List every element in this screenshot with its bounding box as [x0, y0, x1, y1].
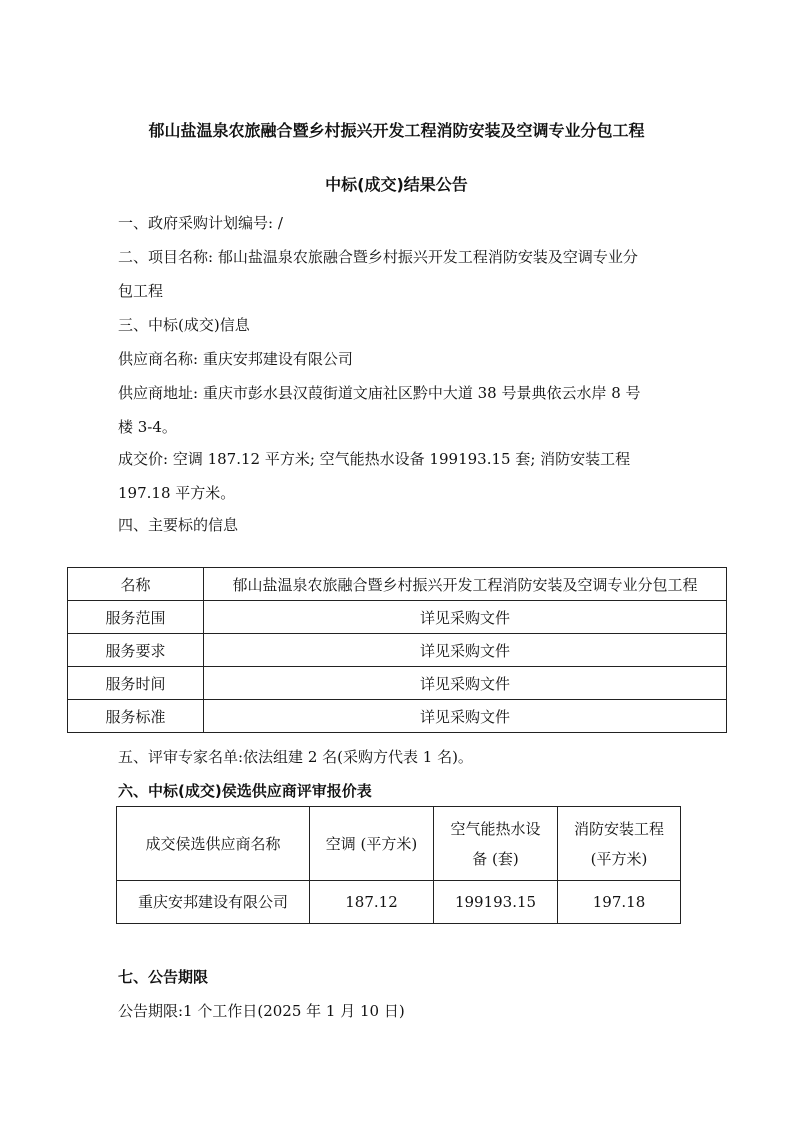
table-row — [68, 634, 727, 667]
supplier-address-cont: 楼 3-4。 — [118, 418, 177, 436]
table-cell-value: 详见采购文件 — [204, 634, 727, 667]
transaction-price-cont: 197.18 平方米。 — [118, 484, 236, 502]
table-cell-value: 郁山盐温泉农旅融合暨乡村振兴开发工程消防安装及空调专业分包工程 — [204, 568, 727, 601]
section-4-heading: 四、主要标的信息 — [118, 516, 239, 534]
cell-air-heater: 199193.15 — [434, 881, 558, 924]
header-air-heater-line1: 空气能热水设 — [450, 819, 541, 838]
cell-air-conditioning: 187.12 — [310, 881, 434, 924]
table-cell-label: 服务要求 — [68, 634, 204, 667]
header-fire-installation-line1: 消防安装工程 — [573, 819, 664, 838]
table-row — [117, 881, 681, 924]
announcement-title-line1: 郁山盐温泉农旅融合暨乡村振兴开发工程消防安装及空调专业分包工程 — [148, 121, 645, 140]
supplier-address: 供应商地址: 重庆市彭水县汉葭街道文庙社区黔中大道 38 号景典依云水岸 8 号 — [118, 384, 641, 402]
section-1-plan-number: 一、政府采购计划编号: / — [118, 214, 283, 232]
section-2-project-name: 二、项目名称: 郁山盐温泉农旅融合暨乡村振兴开发工程消防安装及空调专业分 — [118, 248, 638, 266]
section-6-heading: 六、中标(成交)侯选供应商评审报价表 — [118, 782, 372, 800]
table-row — [68, 667, 727, 700]
transaction-price: 成交价: 空调 187.12 平方米; 空气能热水设备 199193.15 套; 消防安装工程 — [118, 450, 631, 468]
table-row — [68, 700, 727, 733]
table-cell-value: 详见采购文件 — [204, 601, 727, 634]
section-3-heading: 三、中标(成交)信息 — [118, 316, 250, 334]
table-cell-label: 名称 — [68, 568, 204, 601]
cell-supplier-name: 重庆安邦建设有限公司 — [117, 881, 310, 924]
bid-price-table — [116, 806, 681, 924]
announcement-period: 公告期限:1 个工作日(2025 年 1 月 10 日) — [118, 1002, 405, 1020]
table-cell-label: 服务范围 — [68, 601, 204, 634]
section-5-experts: 五、评审专家名单:依法组建 2 名(采购方代表 1 名)。 — [118, 748, 473, 766]
table-cell-label: 服务标准 — [68, 700, 204, 733]
header-fire-installation-line2: (平方米) — [590, 849, 648, 868]
header-fire-installation — [558, 807, 681, 881]
table-cell-value: 详见采购文件 — [204, 667, 727, 700]
table-row — [68, 568, 727, 601]
header-supplier-name: 成交侯选供应商名称 — [117, 807, 310, 881]
table-row — [68, 601, 727, 634]
announcement-title-line2: 中标(成交)结果公告 — [325, 175, 468, 194]
table-cell-label: 服务时间 — [68, 667, 204, 700]
table-cell-value: 详见采购文件 — [204, 700, 727, 733]
header-air-heater-line2: 备 (套) — [472, 849, 519, 868]
subject-info-table — [67, 567, 727, 733]
cell-fire-installation: 197.18 — [558, 881, 681, 924]
table-header-row — [117, 807, 681, 881]
header-air-conditioning: 空调 (平方米) — [310, 807, 434, 881]
section-2-project-name-cont: 包工程 — [118, 282, 164, 300]
section-7-heading: 七、公告期限 — [118, 968, 209, 986]
header-air-heater — [434, 807, 558, 881]
supplier-name: 供应商名称: 重庆安邦建设有限公司 — [118, 350, 353, 368]
